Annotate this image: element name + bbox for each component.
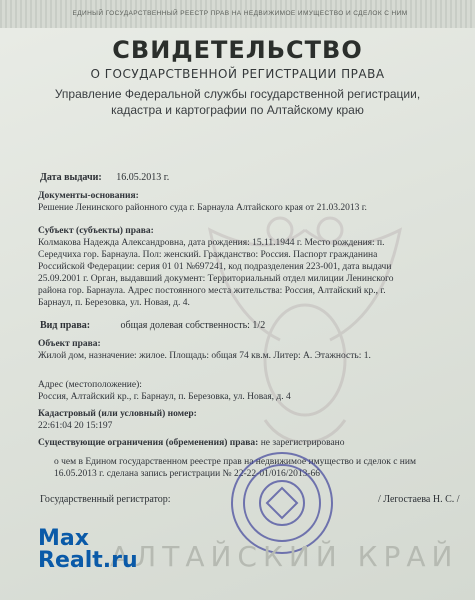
subject-line: Российской Федерации: серия 01 01 №697241, код подразделения 223-001, дата выдачи: [38, 262, 392, 272]
subject-line: Колмакова Надежда Александровна, дата рождения: 15.11.1944 г. Место рождения: п.: [38, 238, 385, 248]
watermark-line: Realt.ru: [38, 548, 138, 573]
document-title: СВИДЕТЕЛЬСТВО: [112, 36, 363, 64]
issue-date-value: 16.05.2013 г.: [116, 172, 170, 183]
record-line: 16.05.2013 г. сделана запись регистрации № 22-22-01/016/2013-66: [54, 469, 321, 479]
authority-line: Управление Федеральной службы государственной регистрации,: [54, 87, 421, 101]
subject-line: Барнаул, п. Березовка, ул. Новая, д. 4.: [38, 298, 190, 308]
document-subtitle: О ГОСУДАРСТВЕННОЙ РЕГИСТРАЦИИ ПРАВА: [90, 67, 385, 81]
site-watermark-logo: [38, 528, 138, 572]
right-type-value: общая долевая собственность: 1/2: [120, 320, 266, 331]
restrictions-value: не зарегистрировано: [260, 438, 345, 448]
object-value: Жилой дом, назначение: жилое. Площадь: общая 74 кв.м. Литер: А. Этажность: 1.: [38, 351, 371, 361]
address-label: Адрес (местоположение):: [38, 380, 142, 390]
subject-line: 25.09.2001 г. Орган, выдавший документ: Территориальный отдел милиции Ленинского: [38, 274, 394, 284]
address-value: Россия, Алтайский кр., г. Барнаул, п. Березовка, ул. Новая, д. 4: [38, 392, 291, 402]
region-print: АЛТАЙСКИЙ КРАЙ: [110, 540, 459, 573]
basis-value: Решение Ленинского районного суда г. Барнаула Алтайского края от 21.03.2013 г.: [38, 203, 367, 213]
issue-date-row: [40, 172, 169, 183]
issue-date-label: Дата выдачи:: [40, 172, 102, 183]
registrar-name: / Легостаева Н. С. /: [378, 494, 460, 505]
cadastral-value: 22:61:04 20 15:197: [38, 421, 113, 431]
registrar-label: Государственный регистратор:: [40, 494, 171, 505]
watermark-line: Max: [38, 526, 89, 551]
subject-label: Субъект (субъекты) права:: [38, 226, 154, 236]
record-line: о чем в Едином государственном реестре прав на недвижимое имущество и сделок с ним: [54, 457, 416, 467]
issuing-authority: [40, 86, 435, 118]
registry-banner: ЕДИНЫЙ ГОСУДАРСТВЕННЫЙ РЕЕСТР ПРАВ НА НЕДВИЖИМОЕ ИМУЩЕСТВО И СДЕЛОК С НИМ: [72, 10, 408, 17]
basis-label: Документы-основания:: [38, 191, 139, 201]
cadastral-label: Кадастровый (или условный) номер:: [38, 409, 197, 419]
subject-line: Середчиха гор. Барнаула. Пол: женский. Гражданство: Россия. Паспорт гражданина: [38, 250, 378, 260]
address-section: [38, 379, 448, 403]
right-type-label: Вид права:: [40, 320, 91, 331]
cadastral-section: [38, 408, 448, 432]
basis-section: [38, 190, 448, 214]
subject-section: [38, 225, 448, 309]
object-section: [38, 338, 448, 362]
authority-line: кадастра и картографии по Алтайскому краю: [111, 103, 364, 117]
subject-line: района гор. Барнаула. Адрес постоянного места жительства: Россия, Алтайский кр., г.: [38, 286, 386, 296]
restrictions-label: Существующие ограничения (обременения) права:: [38, 438, 259, 448]
right-type-row: [40, 320, 265, 331]
object-label: Объект права:: [38, 339, 101, 349]
